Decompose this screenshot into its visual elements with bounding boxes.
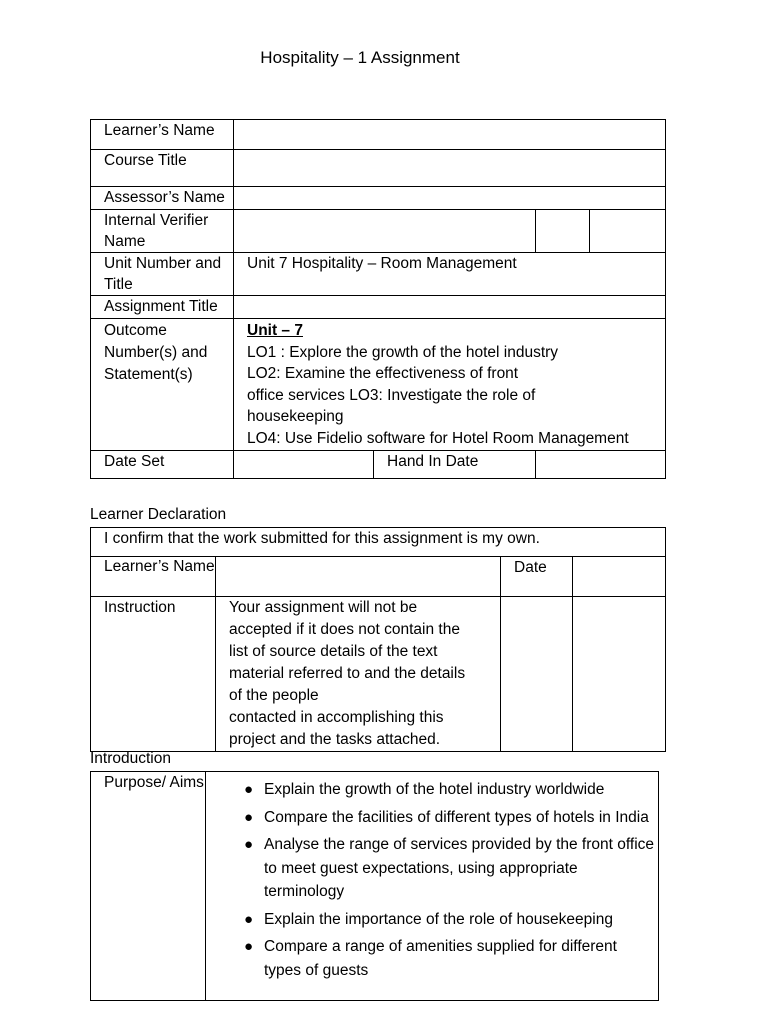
list-item-text: Explain the growth of the hotel industry worldwide	[264, 781, 605, 798]
learners-name-field[interactable]	[234, 120, 666, 150]
assignment-title-field[interactable]	[234, 296, 666, 319]
bullet-icon: ●	[244, 938, 254, 955]
outcome-line: LO2: Examine the effectiveness of front	[247, 365, 519, 383]
instruction-line: of the people	[229, 687, 319, 704]
internal-verifier-extra-2[interactable]	[590, 210, 666, 253]
instruction-line: Your assignment will not be	[229, 599, 418, 616]
course-title-field[interactable]	[234, 150, 666, 187]
list-item-text: Compare a range of amenities supplied for different types of guests	[264, 938, 617, 979]
internal-verifier-extra-1[interactable]	[536, 210, 590, 253]
instruction-blank-1	[501, 597, 573, 752]
purpose-aims-list	[206, 772, 658, 982]
learner-declaration-heading: Learner Declaration	[90, 506, 227, 523]
list-item	[206, 833, 658, 904]
declaration-learners-name-field[interactable]	[216, 557, 501, 597]
purpose-aims-label: Purpose/ Aims	[91, 772, 206, 1001]
declaration-statement: I confirm that the work submitted for this assignment is my own.	[91, 528, 666, 557]
outcome-line: housekeeping	[247, 408, 344, 426]
assessors-name-label: Assessor’s Name	[91, 187, 234, 210]
date-set-label: Date Set	[91, 450, 234, 478]
list-item	[206, 908, 658, 932]
list-item-text: Compare the facilities of different types of hotels in India	[264, 808, 649, 826]
outcome-heading: Unit – 7	[247, 322, 303, 339]
course-title-label: Course Title	[91, 150, 234, 187]
list-item-text: Analyse the range of services provided by the front office to meet guest expectations, using appropriate terminology	[264, 836, 655, 900]
introduction-heading: Introduction	[90, 750, 171, 767]
unit-number-value: Unit 7 Hospitality – Room Management	[234, 253, 666, 296]
unit-number-label: Unit Number and Title	[91, 253, 234, 296]
list-item-text: Explain the importance of the role of housekeeping	[264, 910, 613, 928]
outcome-line: office services LO3: Investigate the role of	[247, 386, 536, 404]
learners-name-label: Learner’s Name	[91, 120, 234, 150]
purpose-aims-list-cell	[206, 772, 659, 1001]
outcome-line: LO4: Use Fidelio software for Hotel Room Management	[247, 429, 629, 447]
internal-verifier-label: Internal Verifier Name	[91, 210, 234, 253]
declaration-learners-name-label: Learner’s Name	[91, 557, 216, 597]
instruction-text	[216, 597, 501, 752]
learner-declaration-table	[90, 527, 666, 752]
instruction-blank-2	[573, 597, 666, 752]
assessors-name-field[interactable]	[234, 187, 666, 210]
bullet-icon: ●	[244, 808, 254, 826]
outcome-label	[91, 319, 234, 451]
bullet-icon: ●	[244, 910, 254, 928]
instruction-line: list of source details of the text	[229, 643, 438, 660]
assignment-title-label: Assignment Title	[91, 296, 234, 319]
declaration-date-field[interactable]	[573, 557, 666, 597]
bullet-icon: ●	[244, 781, 254, 798]
instruction-line: material referred to and the details	[229, 665, 466, 682]
internal-verifier-field[interactable]	[234, 210, 536, 253]
introduction-table	[90, 771, 659, 1001]
outcome-line: LO1 : Explore the growth of the hotel industry	[247, 343, 559, 361]
declaration-date-label: Date	[501, 557, 573, 597]
date-set-field[interactable]	[234, 450, 374, 478]
list-item	[206, 806, 658, 830]
list-item	[206, 778, 658, 802]
instruction-line: project and the tasks attached.	[229, 731, 441, 748]
list-item	[206, 935, 658, 982]
outcome-statements	[234, 319, 666, 451]
instruction-line: accepted if it does not contain the	[229, 621, 460, 638]
assignment-info-table	[90, 119, 666, 479]
outcome-label-text: Outcome Number(s) and Statement(s)	[104, 322, 208, 383]
page-title: Hospitality – 1 Assignment	[260, 48, 460, 67]
hand-in-date-label: Hand In Date	[374, 450, 536, 478]
instruction-label: Instruction	[91, 597, 216, 752]
hand-in-date-field[interactable]	[536, 450, 666, 478]
instruction-line: contacted in accomplishing this	[229, 709, 444, 726]
bullet-icon: ●	[244, 836, 254, 853]
